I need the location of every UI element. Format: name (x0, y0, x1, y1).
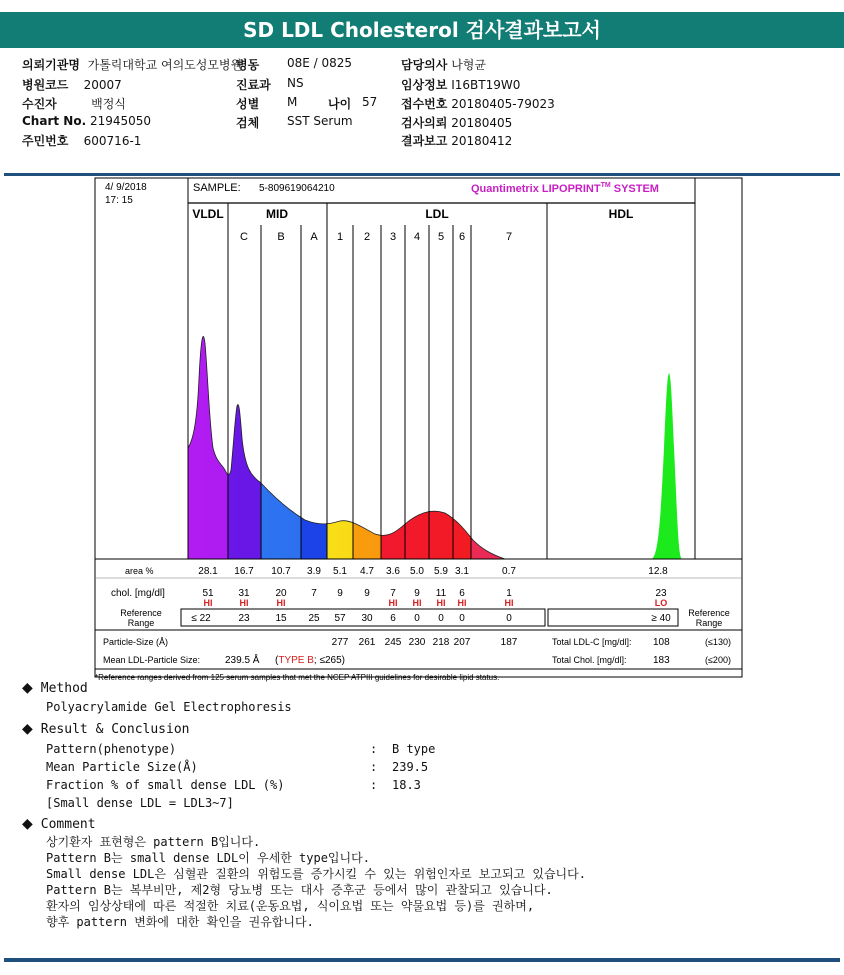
requester-org: 의뢰기관명 가톨릭대학교 여의도성모병원 (22, 58, 243, 72)
flag: HI (388, 598, 398, 608)
footer-divider (4, 958, 840, 962)
band-label: 5 (437, 231, 445, 243)
brand-name: Quantimetrix LIPOPRINT™ SYSTEM (471, 182, 659, 195)
flag: HI (504, 598, 514, 608)
comment-line: Pattern B는 복부비만, 제2형 당뇨병 또는 대사 증후군 등에서 많이 관찰되고 있습니다. (46, 883, 553, 897)
chol-value: 11 (435, 588, 447, 599)
band-label: 3 (389, 231, 397, 243)
age-value: 57 (362, 95, 378, 109)
ref-right-line2: Range (695, 618, 723, 628)
area-value: 28.1 (198, 566, 218, 577)
total-chol-label: Total Chol. [mg/dl]: (552, 655, 627, 665)
ref-value: 23 (238, 613, 250, 624)
chol-value: 9 (337, 588, 343, 599)
mean-ldl-label: Mean LDL-Particle Size: (103, 655, 201, 665)
mean-ldl-type: (TYPE B; ≤265) (275, 655, 346, 666)
age-label: 나이 (328, 97, 352, 111)
result-label: Pattern(phenotype) (46, 742, 177, 756)
lipoprint-chart (95, 178, 742, 682)
comment-line: 향후 pattern 변화에 대한 확인을 권유합니다. (46, 915, 314, 929)
diamond-icon: ◆ (22, 816, 33, 832)
ref-value: 0 (506, 613, 512, 624)
result-note: [Small dense LDL = LDL3~7] (46, 796, 234, 810)
chol-value: 9 (364, 588, 370, 599)
ref-right-line1: Reference (688, 608, 730, 618)
area-value: 16.7 (234, 566, 254, 577)
clinical-info: 임상정보 I16BT19W0 (401, 78, 521, 92)
chol-value: 7 (311, 588, 317, 599)
group-vldl: VLDL (192, 207, 224, 221)
patient-name: 수진자 백정식 (22, 97, 126, 111)
report-title: SD LDL Cholesterol 검사결과보고서 (0, 12, 844, 48)
lipoprint-svg (95, 178, 742, 682)
ward-value: 08E / 0825 (287, 56, 353, 70)
result-colon: : (370, 778, 378, 792)
ref-value: 30 (361, 613, 373, 624)
area-value: 4.7 (360, 566, 374, 577)
area-value: 12.8 (648, 566, 668, 577)
flag: HI (276, 598, 286, 608)
sample-label: SAMPLE: (193, 182, 241, 194)
report-date: 결과보고 20180412 (401, 134, 513, 148)
sample-id: 5-809619064210 (259, 183, 335, 194)
area-value: 3.6 (386, 566, 400, 577)
resident-number: 주민번호 600716-1 (22, 134, 142, 148)
ref-label-line1: Reference (120, 608, 162, 618)
chol-value: 51 (202, 588, 214, 599)
result-value: 239.5 (392, 760, 429, 774)
ref-value: ≥ 40 (651, 613, 671, 624)
department-label: 진료과 (236, 78, 271, 92)
specimen-value: SST Serum (287, 114, 353, 128)
particle-size: 187 (500, 637, 518, 648)
result-label: Mean Particle Size(Å) (46, 760, 198, 774)
chart-date: 4/ 9/2018 (105, 182, 147, 193)
chol-label: chol. [mg/dl] (111, 588, 165, 599)
band-label: A (310, 231, 318, 243)
band-label: 1 (336, 231, 344, 243)
method-text: Polyacrylamide Gel Electrophoresis (46, 700, 292, 714)
comment-line: Small dense LDL은 심혈관 질환의 위험도를 증가시킬 수 있는 위험인자로 보고되고 있습니다. (46, 867, 586, 881)
comment-line: Pattern B는 small dense LDL이 우세한 type입니다. (46, 851, 370, 865)
total-chol-value: 183 (653, 655, 670, 666)
hospital-code: 병원코드 20007 (22, 78, 122, 92)
flag: HI (203, 598, 213, 608)
band-label: B (277, 231, 285, 243)
total-ldl-value: 108 (653, 637, 670, 648)
specimen-label: 검체 (236, 116, 260, 130)
department-value: NS (287, 76, 304, 90)
ref-value: 0 (438, 613, 444, 624)
ref-value: 57 (334, 613, 346, 624)
flag: HI (412, 598, 422, 608)
ref-value: 0 (414, 613, 420, 624)
comment-line: 상기환자 표현형은 pattern B입니다. (46, 835, 261, 849)
particle-size: 230 (408, 637, 426, 648)
group-hdl: HDL (608, 207, 634, 221)
particle-size: 207 (453, 637, 471, 648)
chol-value: 9 (414, 588, 420, 599)
area-value: 10.7 (271, 566, 291, 577)
result-value: 18.3 (392, 778, 421, 792)
chol-value: 20 (275, 588, 287, 599)
total-ldl-ref: (≤130) (705, 637, 731, 647)
ward: 병동 (236, 58, 260, 72)
particle-size-label: Particle-Size (Å) (103, 637, 169, 647)
ref-label-line2: Range (127, 618, 155, 628)
chol-value: 23 (655, 588, 667, 599)
header-divider (4, 173, 840, 176)
area-value: 5.1 (333, 566, 347, 577)
band-label: 6 (458, 231, 466, 243)
result-heading: ◆ Result & Conclusion (22, 721, 190, 737)
sex-value: M (287, 95, 298, 109)
chol-value: 7 (390, 588, 396, 599)
band-label: C (240, 231, 248, 243)
group-mid: MID (266, 207, 288, 221)
chol-value: 31 (238, 588, 250, 599)
comment-heading: ◆ Comment (22, 816, 96, 832)
test-request-date: 검사의뢰 20180405 (401, 116, 513, 130)
ref-value: ≤ 22 (191, 613, 211, 624)
diamond-icon: ◆ (22, 680, 33, 696)
particle-size: 245 (384, 637, 402, 648)
flag: HI (457, 598, 467, 608)
particle-size: 261 (358, 637, 376, 648)
band-label: 2 (363, 231, 371, 243)
comment-line: 환자의 임상상태에 따른 적절한 치료(운동요법, 식이요법 또는 약물요법 등)를 권하며, (46, 899, 535, 913)
method-heading: ◆ Method (22, 680, 88, 696)
sex-label: 성별 (236, 97, 260, 111)
ref-value: 15 (275, 613, 287, 624)
particle-size: 218 (432, 637, 450, 648)
area-label: area % (125, 566, 154, 576)
diamond-icon: ◆ (22, 721, 33, 737)
band-label: 7 (505, 231, 513, 243)
chol-value: 6 (459, 588, 465, 599)
chart-number: Chart No. 21945050 (22, 114, 152, 128)
ref-value: 0 (459, 613, 465, 624)
total-chol-ref: (≤200) (705, 655, 731, 665)
group-ldl: LDL (425, 207, 449, 221)
result-colon: : (370, 760, 378, 774)
result-colon: : (370, 742, 378, 756)
receipt-number: 접수번호 20180405-79023 (401, 97, 555, 111)
reference-footnote: *Reference ranges derived from 125 serum samples that met the NCEP ATPIII guidelines for desirable lipid status. (95, 673, 500, 682)
area-value: 0.7 (502, 566, 516, 577)
result-label: Fraction % of small dense LDL (%) (46, 778, 285, 792)
flag: HI (239, 598, 249, 608)
mean-ldl-value: 239.5 Å (225, 655, 260, 666)
doctor: 담당의사 나형균 (401, 58, 486, 72)
area-value: 5.9 (434, 566, 448, 577)
band-label: 4 (413, 231, 421, 243)
area-value: 3.9 (307, 566, 321, 577)
total-ldl-label: Total LDL-C [mg/dl]: (552, 637, 632, 647)
flag: HI (436, 598, 446, 608)
chart-time: 17: 15 (105, 195, 133, 206)
flag: LO (654, 598, 668, 608)
ref-value: 6 (390, 613, 396, 624)
result-value: B type (392, 742, 436, 756)
particle-size: 277 (331, 637, 349, 648)
chol-value: 1 (506, 588, 512, 599)
area-value: 3.1 (455, 566, 469, 577)
ref-value: 25 (308, 613, 320, 624)
area-value: 5.0 (410, 566, 424, 577)
